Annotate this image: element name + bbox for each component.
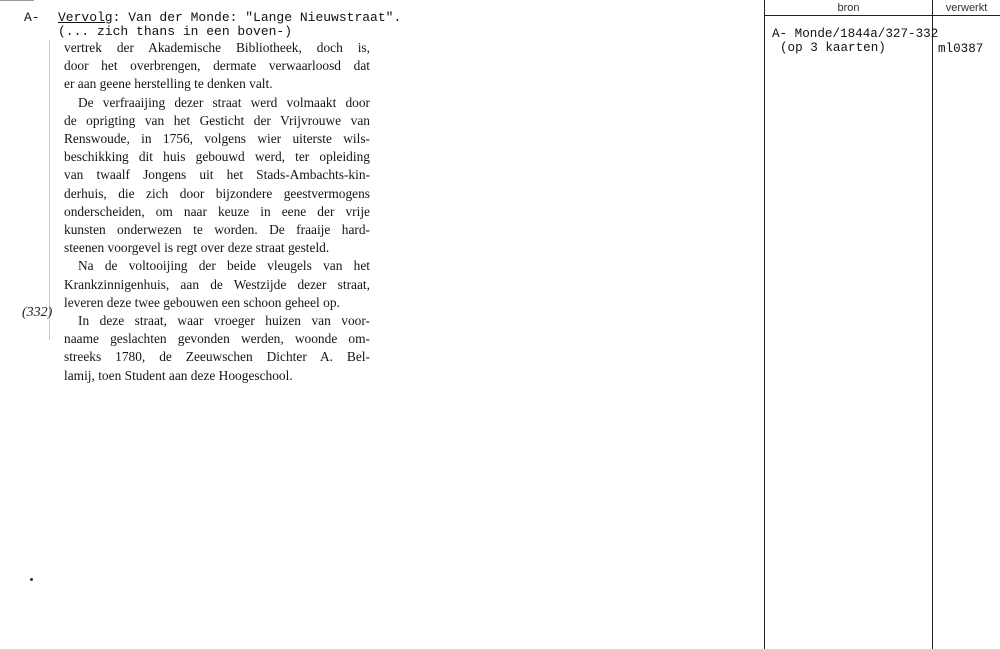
corner-mark [0,0,34,1]
title-rest: : Van der Monde: "Lange Nieuwstraat". [112,10,402,25]
clipping-paragraph [64,94,370,258]
bron-line-1: A- Monde/1844a/327-332 [772,27,939,41]
clipping-line: er aan geene herstelling te denken valt. [64,76,273,92]
clipping-line: De verfraaijing dezer straat werd volmaakt door [78,94,370,110]
clipping-line: onderscheiden, om naar keuze in eene der vrije [64,203,370,219]
pasted-clipping [64,39,370,385]
clipping-line: de oprigting van het Gesticht der Vrijvrouwe van [64,112,370,128]
column-header-rule [764,15,1000,16]
clipping-paragraph [64,257,370,312]
bron-header: bron [837,2,860,14]
clipping-line: In deze straat, waar vroeger huizen van voor- [78,313,370,329]
clipping-line: streeks 1780, de Zeeuwschen Dichter A. Bel- [64,349,370,365]
bron-column-divider [764,0,765,649]
clipping-line: naame geslachten gevonden werden, woonde om- [64,331,370,347]
bron-line-2: (op 3 kaarten) [780,41,886,55]
clipping-line: door het overbrengen, dermate verwaarloosd dat [64,58,370,74]
page-reference: (332) [22,305,53,320]
stray-mark [30,578,33,581]
clipping-line: van twaalf Jongens uit het Stads-Ambachts-kin- [64,167,370,183]
bron-entry [772,27,938,55]
clipping-paragraph [64,312,370,385]
clipping-line: derhuis, die zich door bijzondere geestvermogens [64,185,370,201]
clipping-line: beschikking dit huis gebouwd werd, ter opleiding [64,149,370,165]
card-subtitle: (... zich thans in een boven-) [58,24,293,39]
clipping-line: Renswoude, in 1756, volgens wier uiterste wils- [64,131,370,147]
verwerkt-header: verwerkt [945,2,988,14]
clipping-line: Krankzinnigenhuis, aan de Westzijde dezer straat, [64,276,370,292]
clipping-paragraph [64,39,370,94]
clipping-line: lamij, toen Student aan deze Hoogeschool. [64,367,293,383]
clipping-line: leveren deze twee gebouwen een schoon geheel op. [64,294,340,310]
card-prefix: A- [24,10,40,25]
title-underlined: Vervolg [58,10,113,25]
clipping-line: Na de voltooijing der beide vleugels van het [78,258,370,274]
clipping-line: kunsten onderwezen te worden. De fraaije hard- [64,222,370,238]
clipping-line: vertrek der Akademische Bibliotheek, doch is, [64,40,370,55]
clipping-line: steenen voorgevel is regt over deze straat gesteld. [64,240,330,256]
clipping-edge [49,40,50,340]
verwerkt-column-divider [932,0,933,649]
verwerkt-code: ml0387 [938,42,984,56]
